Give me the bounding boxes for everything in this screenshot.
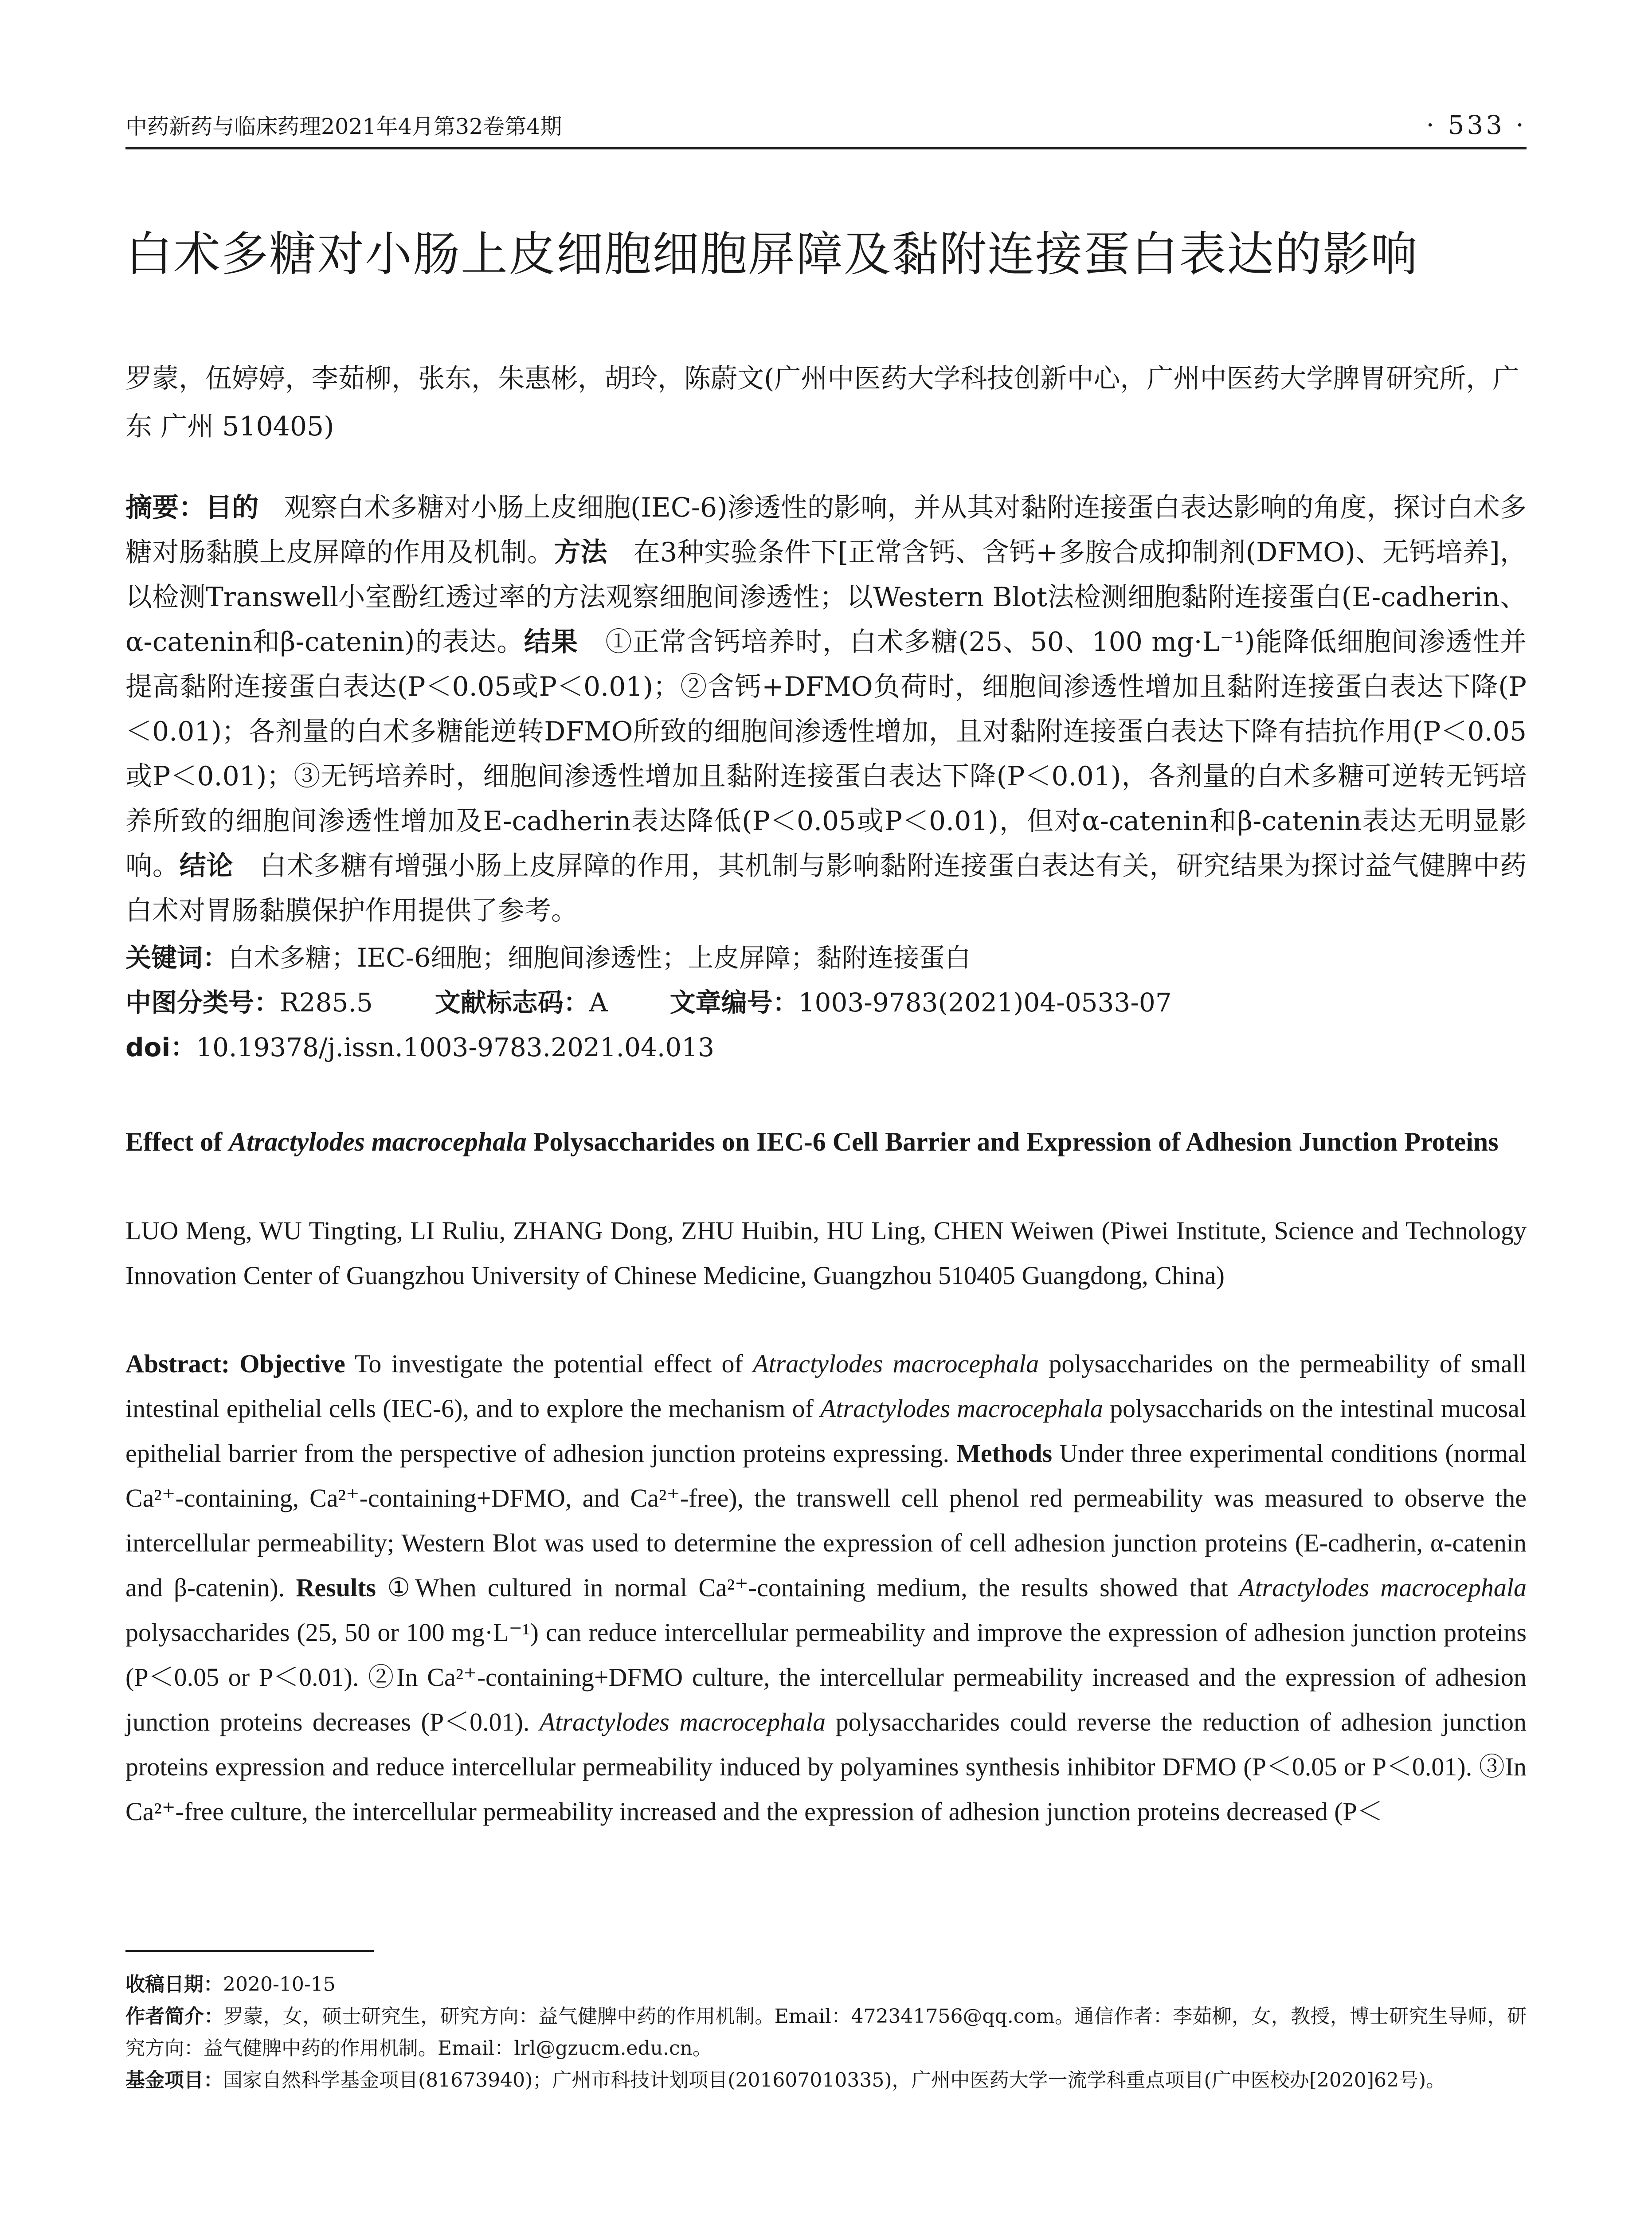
- en-authors: LUO Meng, WU Tingting, LI Ruliu, ZHANG Dong, ZHU Huibin, HU Ling, CHEN Weiwen (Piwei Institute, Science and Technology Innovation Center of Guangzhou University of Chinese Medicine, Guangzhou 510405 Guangdong, China): [125, 1216, 1527, 1290]
- keywords: 白术多糖；IEC-6细胞；细胞间渗透性；上皮屏障；黏附连接蛋白: [228, 943, 971, 973]
- keywords-label: 关键词：: [125, 943, 229, 973]
- en-title-part: Polysaccharides on IEC-6 Cell Barrier and Expression of Adhesion Junction Proteins: [526, 1127, 1499, 1156]
- cn-abstract-label: 摘要：: [125, 492, 206, 523]
- en-results-text: polysaccharides could reverse the reduction of adhesion junction proteins expression and reduce intercellular permeability induced by polyamines synthesis inhibitor DFMO (P＜0.05 or P＜0.01). ③In Ca²⁺-free culture, the intercellular permeability increased and the expression of adhesion junction proteins decreased (P＜: [125, 1708, 1527, 1826]
- fund-label: 基金项目：: [125, 2069, 223, 2092]
- cn-objective: 观察白术多糖对小肠上皮细胞(IEC-6)渗透性的影响，并从其对黏附连接蛋白表达影响的角度，探讨白术多糖对肠黏膜上皮屏障的作用及机制。: [125, 492, 1527, 568]
- en-results-label: Results: [296, 1573, 376, 1602]
- running-header: [125, 103, 1527, 149]
- cn-authors: 罗蒙，伍婷婷，李茹柳，张东，朱惠彬，胡玲，陈蔚文(广州中医药大学科技创新中心，广州中医药大学脾胃研究所，广东 广州 510405): [125, 363, 1519, 442]
- en-objective-text: polysaccharides on the permeability of small intestinal epithelial cells (IEC-6), and to explore the mechanism of: [125, 1349, 1527, 1423]
- cn-methods: 在3种实验条件下[正常含钙、含钙+多胺合成抑制剂(DFMO)、无钙培养]，以检测Transwell小室酚红透过率的方法观察细胞间渗透性；以Western Blot法检测细胞黏附连接蛋白(E-cadherin、α-catenin和β-catenin)的表达。: [125, 537, 1527, 658]
- doi-link[interactable]: 10.19378/j.issn.1003-9783.2021.04.013: [196, 1032, 715, 1062]
- article-number-label: 文章编号：: [669, 987, 799, 1018]
- author-bio-note: [125, 2001, 1527, 2064]
- funding: 国家自然科学基金项目(81673940)；广州市科技计划项目(201607010335)，广州中医药大学一流学科重点项目(广中医校办[2020]62号)。: [223, 2069, 1446, 2092]
- en-methods-label: Methods: [956, 1439, 1053, 1468]
- doi-label: doi：: [125, 1032, 196, 1062]
- keywords-row: [125, 936, 1527, 980]
- cn-results: ①正常含钙培养时，白术多糖(25、50、100 mg·L⁻¹)能降低细胞间渗透性并提高黏附连接蛋白表达(P＜0.05或P＜0.01)；②含钙+DFMO负荷时，细胞间渗透性增加且黏附连接蛋白表达下降(P＜0.01)；各剂量的白术多糖能逆转DFMO所致的细胞间渗透性增加，且对黏附连接蛋白表达下降有拮抗作用(P＜0.05或P＜0.01)；③无钙培养时，细胞间渗透性增加且黏附连接蛋白表达下降(P＜0.01)，各剂量的白术多糖可逆转无钙培养所致的细胞间渗透性增加及E-cadherin表达降低(P＜0.05或P＜0.01)，但对α-catenin和β-catenin表达无明显影响。: [125, 627, 1527, 881]
- doi-row: [125, 1025, 1527, 1070]
- cn-abstract: [125, 486, 1527, 933]
- doc-code-label: 文献标志码：: [435, 987, 589, 1018]
- classification-row: [125, 980, 1527, 1025]
- funding-note: [125, 2064, 1527, 2096]
- cn-results-label: 结果: [524, 627, 579, 658]
- received-date-note: [125, 1969, 1527, 2001]
- en-methods-text: Under three experimental conditions (normal Ca²⁺-containing, Ca²⁺-containing+DFMO, and Ca²⁺-free), the transwell cell phenol red permeability was measured to observe the intercellular permeability; Western Blot was used to determine the expression of cell adhesion junction proteins (E-cadherin, α-catenin and β-catenin).: [125, 1439, 1527, 1602]
- bio-label: 作者简介：: [125, 2005, 224, 2028]
- footnote-divider: [125, 1950, 374, 1952]
- en-species-name: Atractylodes macrocephala: [1239, 1573, 1527, 1602]
- clc-number: R285.5: [280, 987, 373, 1018]
- en-objective-text: To investigate the potential effect of: [345, 1349, 753, 1378]
- article-metadata: [125, 936, 1527, 1070]
- en-abstract-label: Abstract:: [125, 1349, 230, 1378]
- en-results-text: polysaccharides (25, 50 or 100 mg·L⁻¹) can reduce intercellular permeability and improve the expression of adhesion junction proteins (P＜0.05 or P＜0.01). ②In Ca²⁺-containing+DFMO culture, the intercellular permeability increased and the expression of adhesion junction proteins decreases (P＜0.01).: [125, 1618, 1527, 1736]
- cn-conclusion: 白术多糖有增强小肠上皮屏障的作用，其机制与影响黏附连接蛋白表达有关，研究结果为探讨益气健脾中药白术对胃肠黏膜保护作用提供了参考。: [125, 850, 1527, 926]
- cn-objective-label: 目的: [205, 492, 259, 523]
- clc-label: 中图分类号：: [125, 987, 280, 1018]
- en-species-name: Atractylodes macrocephala: [753, 1349, 1039, 1378]
- page-title: 白术多糖对小肠上皮细胞细胞屏障及黏附连接蛋白表达的影响: [125, 227, 1418, 282]
- cn-conclusion-label: 结论: [179, 850, 234, 881]
- doc-code: A: [589, 987, 608, 1018]
- received-date: 2020-10-15: [223, 1973, 336, 1996]
- received-label: 收稿日期：: [125, 1973, 223, 1996]
- page-number: · 533 ·: [1426, 110, 1527, 140]
- en-abstract: [125, 1341, 1527, 1834]
- journal-issue: 中药新药与临床药理2021年4月第32卷第4期: [125, 114, 562, 139]
- en-objective-label: Objective: [239, 1349, 345, 1378]
- en-species-name: Atractylodes macrocephala: [539, 1708, 826, 1736]
- en-title-species: Atractylodes macrocephala: [229, 1127, 527, 1156]
- en-title: [125, 1120, 1527, 1164]
- author-bio: 罗蒙，女，硕士研究生，研究方向：益气健脾中药的作用机制。Email：472341756@qq.com。通信作者：李茹柳，女，教授，博士研究生导师，研究方向：益气健脾中药的作用机制。Email：lrl@gzucm.edu.cn。: [125, 2005, 1527, 2060]
- footnotes: [125, 1969, 1527, 2096]
- article-number: 1003-9783(2021)04-0533-07: [798, 987, 1172, 1018]
- en-objective-text: polysaccharids on the intestinal mucosal epithelial barrier from the perspective of adhesion junction proteins expressing.: [125, 1394, 1527, 1468]
- cn-methods-label: 方法: [554, 537, 608, 568]
- en-species-name: Atractylodes macrocephala: [820, 1394, 1103, 1423]
- en-results-text: ①When cultured in normal Ca²⁺-containing medium, the results showed that: [376, 1573, 1239, 1602]
- en-title-part: Effect of: [125, 1127, 229, 1156]
